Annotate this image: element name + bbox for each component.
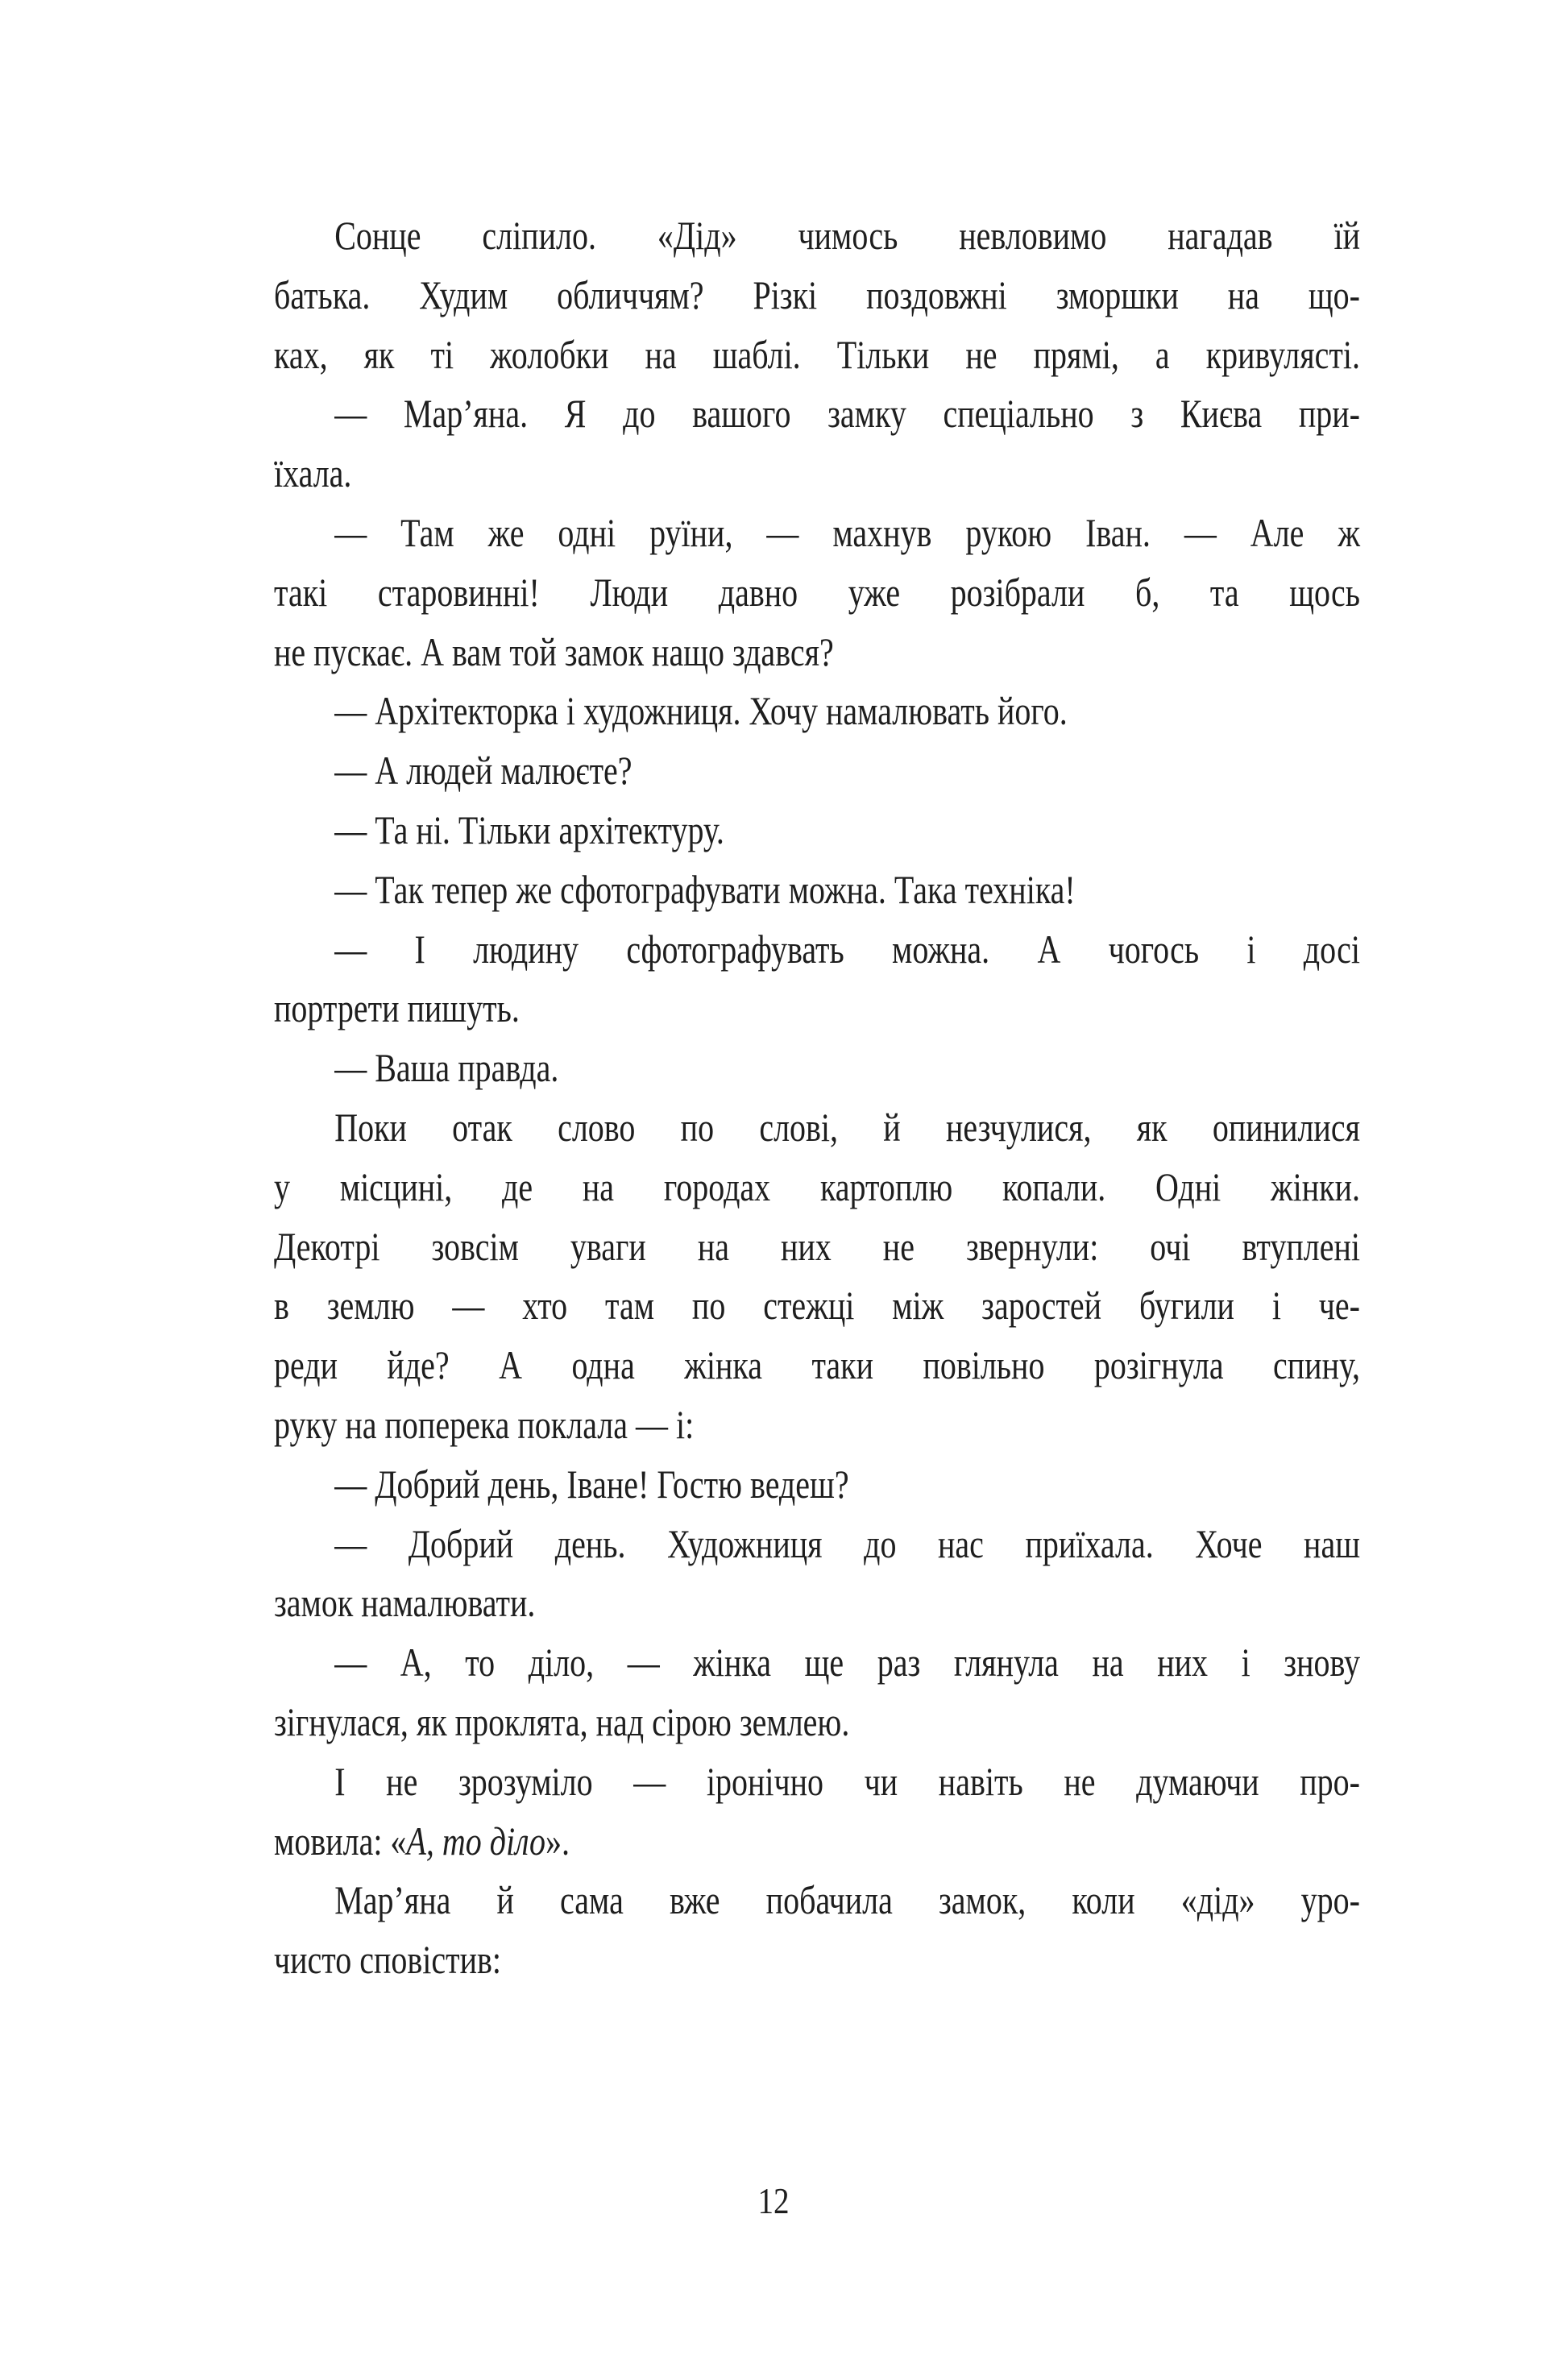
text-line: — Добрий день, Іване! Гостю ведеш?	[334, 1461, 849, 1507]
text-line: в землю — хто там по стежці між заростей бугили і че-	[274, 1283, 1360, 1329]
text-line: — Та ні. Тільки архітектуру.	[334, 806, 724, 852]
text-line: Декотрі зовсім уваги на них не звернули: очі втуплені	[274, 1223, 1360, 1269]
text-line: — А людей малюєте?	[334, 748, 632, 794]
text-line: — Мар’яна. Я до вашого замку спеціально з Києва при-	[334, 391, 1361, 437]
text-line: зігнулася, як проклята, над сірою землею.	[274, 1698, 850, 1744]
text-line: ках, як ті жолобки на шаблі. Тільки не прямі, а кривулясті.	[274, 331, 1360, 377]
text-line: І не зрозуміло — іронічно чи навіть не думаючи про-	[334, 1758, 1361, 1804]
text-line: — Ваша правда.	[334, 1045, 559, 1091]
text-line: у місцині, де на городах картоплю копали. Одні жінки.	[274, 1163, 1360, 1209]
body-text	[274, 206, 1360, 1990]
text-line: портрети пишуть.	[274, 985, 520, 1031]
text-line: їхала.	[274, 450, 352, 496]
text-line: Сонце сліпило. «Дід» чимось невловимо нагадав їй	[334, 213, 1361, 258]
text-line: батька. Худим обличчям? Різкі поздовжні зморшки на що-	[274, 272, 1360, 317]
text-line: — А, то діло, — жінка ще раз глянула на них і знову	[334, 1640, 1361, 1685]
text-segment: мовила: «	[274, 1818, 407, 1864]
text-line-with-italic	[274, 1812, 1360, 1872]
text-line: — Архітекторка і художниця. Хочу намалювать його.	[334, 688, 1068, 734]
text-line: — Добрий день. Художниця до нас приїхала. Хоче наш	[334, 1520, 1361, 1566]
text-line: — Там же одні руїни, — махнув рукою Іван. — Але ж	[334, 509, 1361, 555]
text-line: такі старовинні! Люди давно уже розібрали б, та щось	[274, 569, 1360, 615]
text-line: замок намалювати.	[274, 1580, 536, 1626]
text-line: — І людину сфотографувать можна. А чогось і досі	[334, 926, 1361, 972]
text-line: не пускає. А вам той замок нащо здався?	[274, 628, 834, 674]
page-number: 12	[757, 2180, 790, 2221]
text-line: реди йде? А одна жінка таки повільно розігнула спину,	[274, 1342, 1360, 1388]
text-line: руку на поперека поклала — і:	[274, 1401, 695, 1447]
text-line: — Так тепер же сфотографувати можна. Така техніка!	[334, 866, 1076, 912]
italic-quote: А, то діло	[406, 1818, 546, 1864]
text-segment: ».	[545, 1818, 570, 1864]
text-line: чисто сповістив:	[274, 1937, 502, 1983]
text-line: Мар’яна й сама вже побачила замок, коли «дід» уро-	[334, 1877, 1361, 1923]
text-line: Поки отак слово по слові, й незчулися, як опинилися	[334, 1104, 1361, 1150]
